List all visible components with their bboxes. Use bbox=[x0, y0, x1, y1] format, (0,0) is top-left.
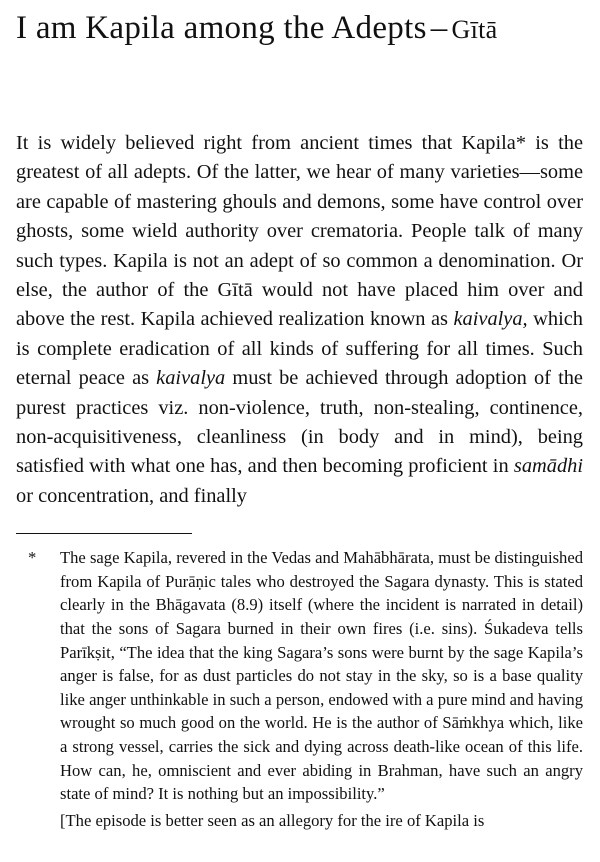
term-kaivalya-2: kaivalya bbox=[156, 367, 226, 390]
title-source: Gītā bbox=[451, 15, 498, 44]
term-samadhi: samādhi bbox=[513, 455, 583, 478]
chapter-title-main: I am Kapila among the Adepts bbox=[16, 10, 427, 46]
footnote-divider bbox=[16, 533, 192, 534]
body-segment-1: It is widely believed right from ancient times that Kapila* is the greatest of all adepts. Of the latter, we hear of many varieties—some are capable of mastering ghouls and demons, some have control over ghosts, some wield authority over crematoria. People talk of many such types. Kapila is not an adept of so common a denomination. Or else, the author of the Gītā would not have placed him over and above the rest. Kapila achieved realization known as bbox=[16, 132, 583, 331]
footnote-text: The sage Kapila, revered in the Vedas and Mahābhārata, must be distinguished from Kapila of Purāṇic tales who destroyed the Sagara dynasty. This is stated clearly in the Bhāgavata (8.9) itself (where the incident is narrated in detail) that the sons of Sagara burned in their own fires (i.e. sins). Śukadeva tells Parīkṣit, “The idea that the king Sagara’s sons were burnt by the sage Kapila’s anger is false, for as dust particles do not stay in the sky, so is a base quality like anger unthinkable in such a person, endowed with a pure mind and having wrought so much good on the world. He is the author of Sāṁkhya which, like a strong vessel, carries the sick and dying across death-like ocean of this life. How can, he, omniscient and ever abiding in Brahman, have such an angry state of mind? It is nothing but an impossibility.” bbox=[60, 548, 583, 804]
body-segment-3: must be achieved through adoption of the purest practices viz. non-violence, truth, non-stealing, continence, non-acquisitiveness, cleanliness (in body and in mind), being satisfied with what one has, and then becoming proficient in bbox=[16, 367, 583, 478]
title-separator: – bbox=[430, 10, 448, 46]
footnote-continuation: [The episode is better seen as an allegory for the ire of Kapila is bbox=[60, 810, 485, 830]
footnote-marker: * bbox=[28, 548, 37, 568]
book-page bbox=[0, 8, 600, 862]
body-segment-4: or concentration, and finally bbox=[16, 484, 248, 507]
footnote bbox=[16, 546, 583, 832]
body-paragraph bbox=[16, 129, 583, 511]
chapter-title bbox=[16, 8, 583, 50]
body-segment-2: which is complete eradication of all kinds of suffering for all times. Such eternal peace as bbox=[16, 308, 583, 390]
term-kaivalya-1: kaivalya, bbox=[453, 308, 528, 331]
